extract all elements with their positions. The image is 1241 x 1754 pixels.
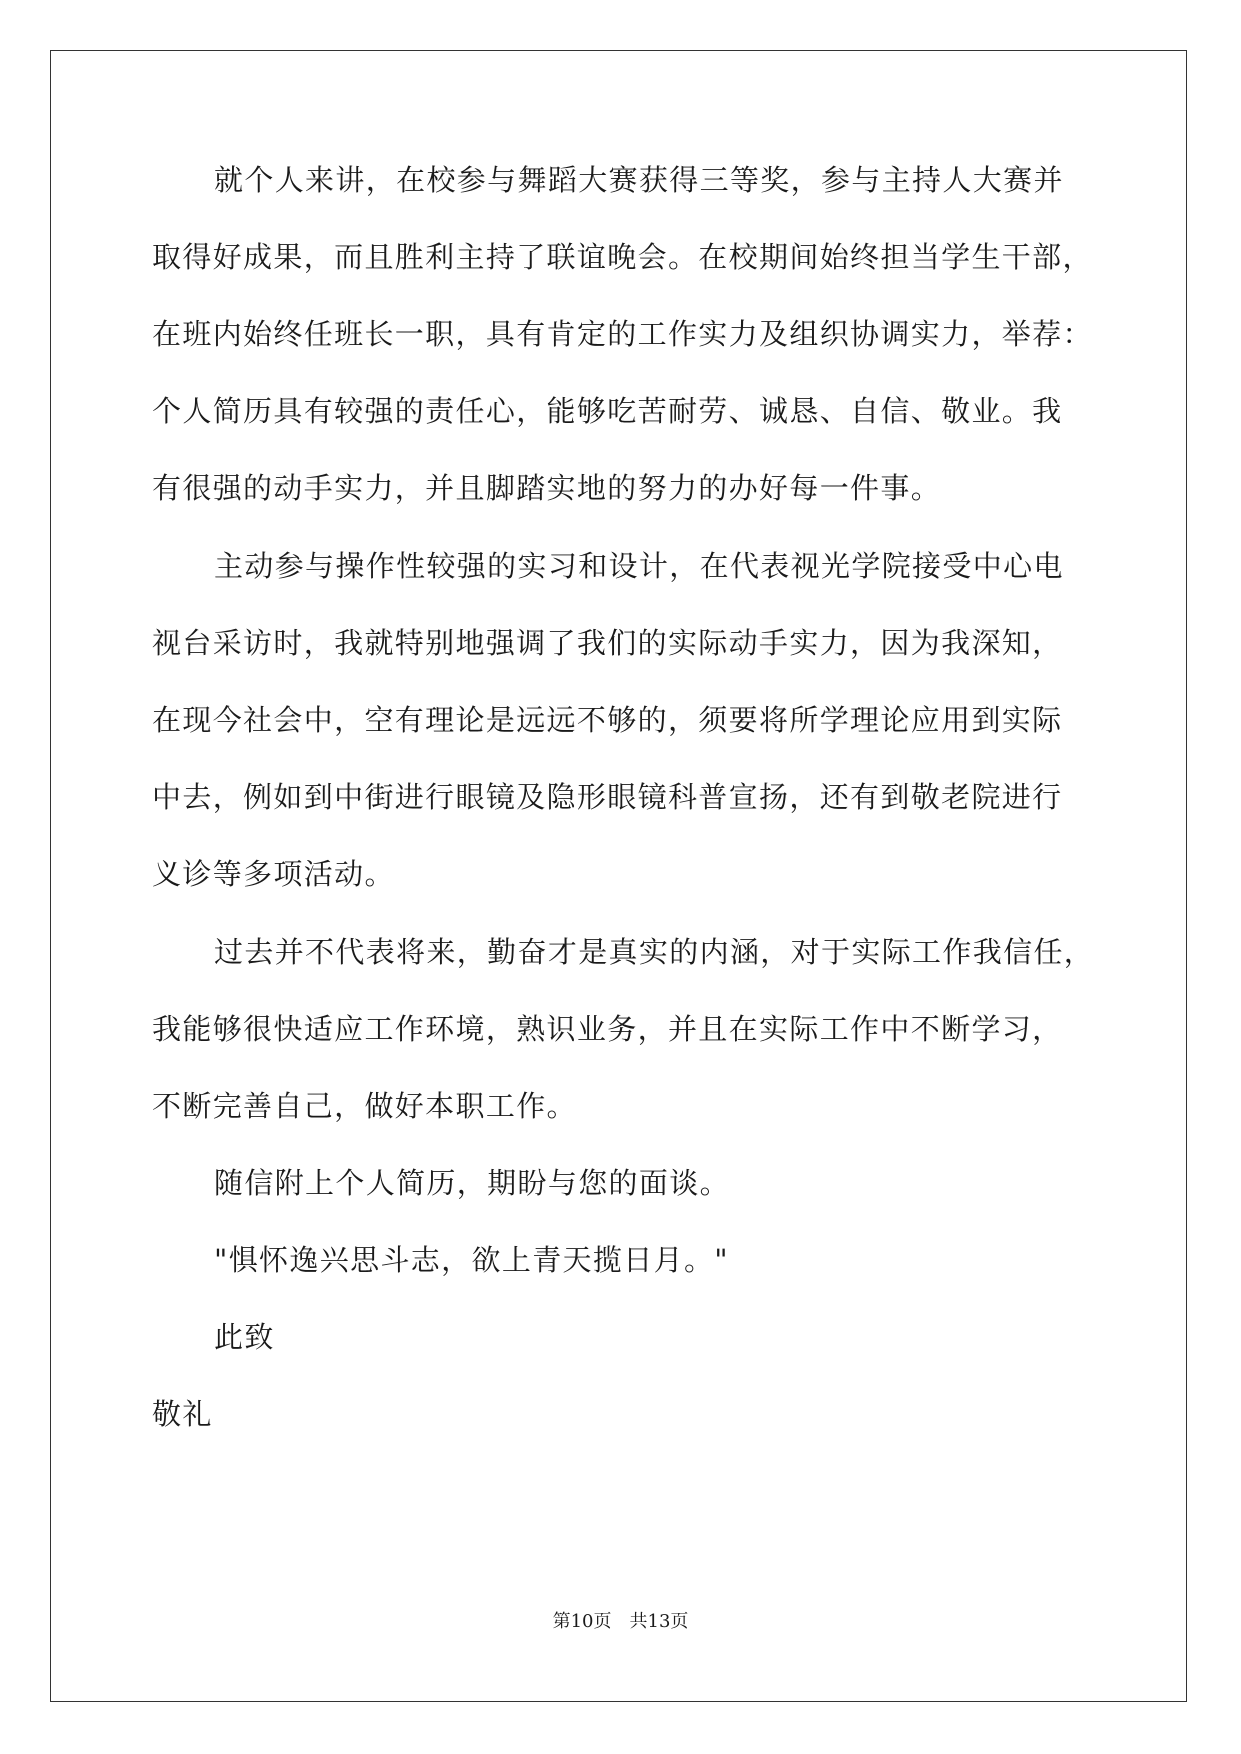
page-number: 第10页 共13页	[552, 1611, 689, 1632]
paragraph-line: 个人简历具有较强的责任心，能够吃苦耐劳、诚恳、自信、敬业。我	[152, 394, 1063, 428]
paragraph-line: 就个人来讲，在校参与舞蹈大赛获得三等奖，参与主持人大赛并	[214, 163, 1064, 197]
paragraph-line: 中去，例如到中街进行眼镜及隐形眼镜科普宣扬，还有到敬老院进行	[152, 780, 1063, 814]
paragraph-line: 过去并不代表将来，勤奋才是真实的内涵，对于实际工作我信任，	[214, 935, 1095, 969]
paragraph-line: 主动参与操作性较强的实习和设计，在代表视光学院接受中心电	[214, 549, 1064, 583]
paragraph-line: 随信附上个人简历，期盼与您的面谈。	[214, 1166, 730, 1200]
paragraph-line: 我能够很快适应工作环境，熟识业务，并且在实际工作中不断学习，	[152, 1012, 1063, 1046]
closing-line: 此致	[214, 1320, 275, 1354]
paragraph-line: 义诊等多项活动。	[152, 857, 395, 891]
paragraph-line: 取得好成果，而且胜利主持了联谊晚会。在校期间始终担当学生干部，	[152, 240, 1093, 274]
paragraph-line: 在现今社会中，空有理论是远远不够的，须要将所学理论应用到实际	[152, 703, 1063, 737]
quote-line: "惧怀逸兴思斗志，欲上青天揽日月。"	[214, 1243, 729, 1277]
paragraph-line: 不断完善自己，做好本职工作。	[152, 1089, 577, 1123]
paragraph-line: 视台采访时，我就特别地强调了我们的实际动手实力，因为我深知，	[152, 626, 1063, 660]
paragraph-line: 在班内始终任班长一职，具有肯定的工作实力及组织协调实力，举荐：	[152, 317, 1093, 351]
paragraph-line: 有很强的动手实力，并且脚踏实地的努力的办好每一件事。	[152, 471, 942, 505]
salutation-line: 敬礼	[152, 1397, 213, 1431]
